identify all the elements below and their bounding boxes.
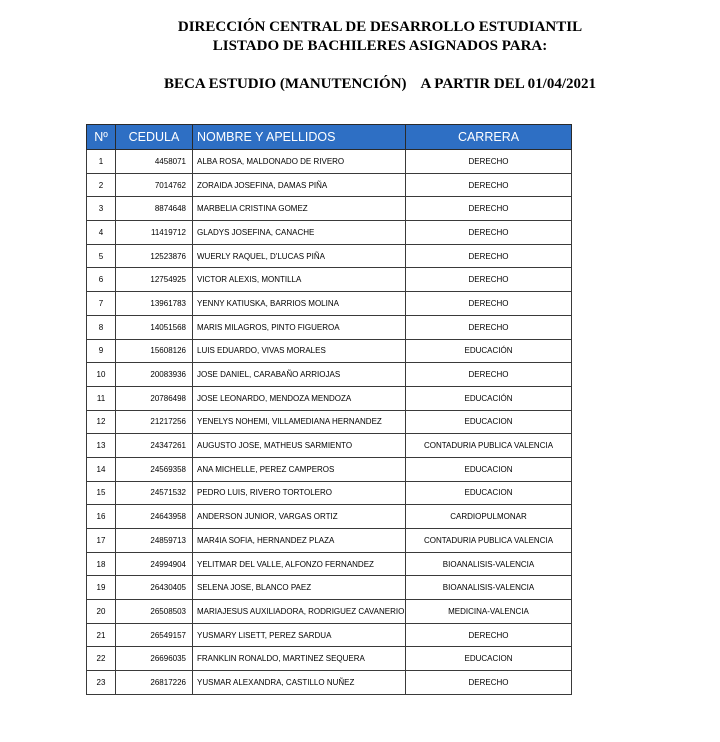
- career-cell: DERECHO: [406, 173, 572, 197]
- row-number: 9: [87, 339, 116, 363]
- career-cell: BIOANALISIS-VALENCIA: [406, 576, 572, 600]
- table-row: [87, 434, 572, 458]
- table-row: [87, 505, 572, 529]
- table-row: [87, 671, 572, 695]
- career-cell: DERECHO: [406, 671, 572, 695]
- table-row: [87, 150, 572, 174]
- career-cell: EDUCACION: [406, 647, 572, 671]
- row-number: 5: [87, 244, 116, 268]
- table-row: [87, 363, 572, 387]
- career-cell: DERECHO: [406, 150, 572, 174]
- cedula-cell: 24571532: [116, 481, 193, 505]
- header-line-3: [0, 76, 720, 93]
- name-cell: ANA MICHELLE, PEREZ CAMPEROS: [193, 457, 406, 481]
- career-cell: CARDIOPULMONAR: [406, 505, 572, 529]
- row-number: 23: [87, 671, 116, 695]
- name-cell: JOSE DANIEL, CARABAÑO ARRIOJAS: [193, 363, 406, 387]
- career-cell: BIOANALISIS-VALENCIA: [406, 552, 572, 576]
- career-cell: EDUCACIÓN: [406, 386, 572, 410]
- row-number: 22: [87, 647, 116, 671]
- cedula-cell: 13961783: [116, 292, 193, 316]
- row-number: 14: [87, 457, 116, 481]
- cedula-cell: 24859713: [116, 529, 193, 553]
- table-row: [87, 410, 572, 434]
- name-cell: MARIAJESUS AUXILIADORA, RODRIGUEZ CAVANERIO: [193, 600, 406, 624]
- table-row: [87, 244, 572, 268]
- career-cell: DERECHO: [406, 623, 572, 647]
- cedula-cell: 26430405: [116, 576, 193, 600]
- cedula-cell: 4458071: [116, 150, 193, 174]
- career-cell: DERECHO: [406, 363, 572, 387]
- table-row: [87, 481, 572, 505]
- students-table: [86, 124, 572, 695]
- row-number: 15: [87, 481, 116, 505]
- row-number: 3: [87, 197, 116, 221]
- career-cell: DERECHO: [406, 244, 572, 268]
- name-cell: SELENA JOSE, BLANCO PAEZ: [193, 576, 406, 600]
- cedula-cell: 26817226: [116, 671, 193, 695]
- cedula-cell: 26508503: [116, 600, 193, 624]
- cedula-cell: 24569358: [116, 457, 193, 481]
- cedula-cell: 14051568: [116, 315, 193, 339]
- cedula-cell: 24994904: [116, 552, 193, 576]
- name-cell: ALBA ROSA, MALDONADO DE RIVERO: [193, 150, 406, 174]
- name-cell: PEDRO LUIS, RIVERO TORTOLERO: [193, 481, 406, 505]
- career-cell: MEDICINA-VALENCIA: [406, 600, 572, 624]
- row-number: 6: [87, 268, 116, 292]
- row-number: 2: [87, 173, 116, 197]
- column-header-number: Nº: [87, 125, 116, 150]
- name-cell: YENELYS NOHEMI, VILLAMEDIANA HERNANDEZ: [193, 410, 406, 434]
- career-cell: EDUCACION: [406, 410, 572, 434]
- table-row: [87, 292, 572, 316]
- cedula-cell: 11419712: [116, 221, 193, 245]
- start-date-label: A PARTIR DEL 01/04/2021: [420, 76, 596, 92]
- cedula-cell: 26696035: [116, 647, 193, 671]
- career-cell: EDUCACION: [406, 481, 572, 505]
- career-cell: DERECHO: [406, 197, 572, 221]
- table-row: [87, 268, 572, 292]
- cedula-cell: 24643958: [116, 505, 193, 529]
- name-cell: ZORAIDA JOSEFINA, DAMAS PIÑA: [193, 173, 406, 197]
- table-row: [87, 529, 572, 553]
- column-header-name: NOMBRE Y APELLIDOS: [193, 125, 406, 150]
- scholarship-type: BECA ESTUDIO (MANUTENCIÓN): [164, 76, 407, 92]
- row-number: 21: [87, 623, 116, 647]
- career-cell: EDUCACION: [406, 457, 572, 481]
- career-cell: DERECHO: [406, 315, 572, 339]
- table-row: [87, 221, 572, 245]
- row-number: 16: [87, 505, 116, 529]
- header-line-2: LISTADO DE BACHILERES ASIGNADOS PARA:: [212, 38, 548, 54]
- table-row: [87, 457, 572, 481]
- name-cell: YELITMAR DEL VALLE, ALFONZO FERNANDEZ: [193, 552, 406, 576]
- column-header-career: CARRERA: [406, 125, 572, 150]
- table-row: [87, 647, 572, 671]
- row-number: 19: [87, 576, 116, 600]
- career-cell: DERECHO: [406, 221, 572, 245]
- row-number: 11: [87, 386, 116, 410]
- cedula-cell: 20083936: [116, 363, 193, 387]
- table-row: [87, 173, 572, 197]
- row-number: 10: [87, 363, 116, 387]
- name-cell: GLADYS JOSEFINA, CANACHE: [193, 221, 406, 245]
- cedula-cell: 12523876: [116, 244, 193, 268]
- cedula-cell: 12754925: [116, 268, 193, 292]
- cedula-cell: 21217256: [116, 410, 193, 434]
- cedula-cell: 20786498: [116, 386, 193, 410]
- name-cell: MARIS MILAGROS, PINTO FIGUEROA: [193, 315, 406, 339]
- row-number: 1: [87, 150, 116, 174]
- row-number: 12: [87, 410, 116, 434]
- name-cell: MARBELIA CRISTINA GOMEZ: [193, 197, 406, 221]
- header-line-1: DIRECCIÓN CENTRAL DE DESARROLLO ESTUDIANTIL: [177, 19, 583, 35]
- table-header-row: [87, 125, 572, 150]
- table-row: [87, 576, 572, 600]
- career-cell: CONTADURIA PUBLICA VALENCIA: [406, 434, 572, 458]
- career-cell: DERECHO: [406, 292, 572, 316]
- row-number: 13: [87, 434, 116, 458]
- name-cell: YUSMAR ALEXANDRA, CASTILLO NUÑEZ: [193, 671, 406, 695]
- name-cell: JOSE LEONARDO, MENDOZA MENDOZA: [193, 386, 406, 410]
- cedula-cell: 8874648: [116, 197, 193, 221]
- column-header-cedula: CEDULA: [116, 125, 193, 150]
- cedula-cell: 15608126: [116, 339, 193, 363]
- name-cell: VICTOR ALEXIS, MONTILLA: [193, 268, 406, 292]
- name-cell: YENNY KATIUSKA, BARRIOS MOLINA: [193, 292, 406, 316]
- row-number: 17: [87, 529, 116, 553]
- name-cell: YUSMARY LISETT, PEREZ SARDUA: [193, 623, 406, 647]
- name-cell: AUGUSTO JOSE, MATHEUS SARMIENTO: [193, 434, 406, 458]
- career-cell: EDUCACIÓN: [406, 339, 572, 363]
- name-cell: WUERLY RAQUEL, D'LUCAS PIÑA: [193, 244, 406, 268]
- row-number: 4: [87, 221, 116, 245]
- name-cell: MAR4IA SOFIA, HERNANDEZ PLAZA: [193, 529, 406, 553]
- cedula-cell: 7014762: [116, 173, 193, 197]
- table-row: [87, 600, 572, 624]
- table-row: [87, 339, 572, 363]
- table-row: [87, 623, 572, 647]
- name-cell: FRANKLIN RONALDO, MARTINEZ SEQUERA: [193, 647, 406, 671]
- row-number: 18: [87, 552, 116, 576]
- row-number: 20: [87, 600, 116, 624]
- table-row: [87, 552, 572, 576]
- cedula-cell: 26549157: [116, 623, 193, 647]
- table-row: [87, 386, 572, 410]
- table-row: [87, 315, 572, 339]
- cedula-cell: 24347261: [116, 434, 193, 458]
- career-cell: DERECHO: [406, 268, 572, 292]
- row-number: 8: [87, 315, 116, 339]
- table-row: [87, 197, 572, 221]
- row-number: 7: [87, 292, 116, 316]
- name-cell: ANDERSON JUNIOR, VARGAS ORTIZ: [193, 505, 406, 529]
- name-cell: LUIS EDUARDO, VIVAS MORALES: [193, 339, 406, 363]
- career-cell: CONTADURIA PUBLICA VALENCIA: [406, 529, 572, 553]
